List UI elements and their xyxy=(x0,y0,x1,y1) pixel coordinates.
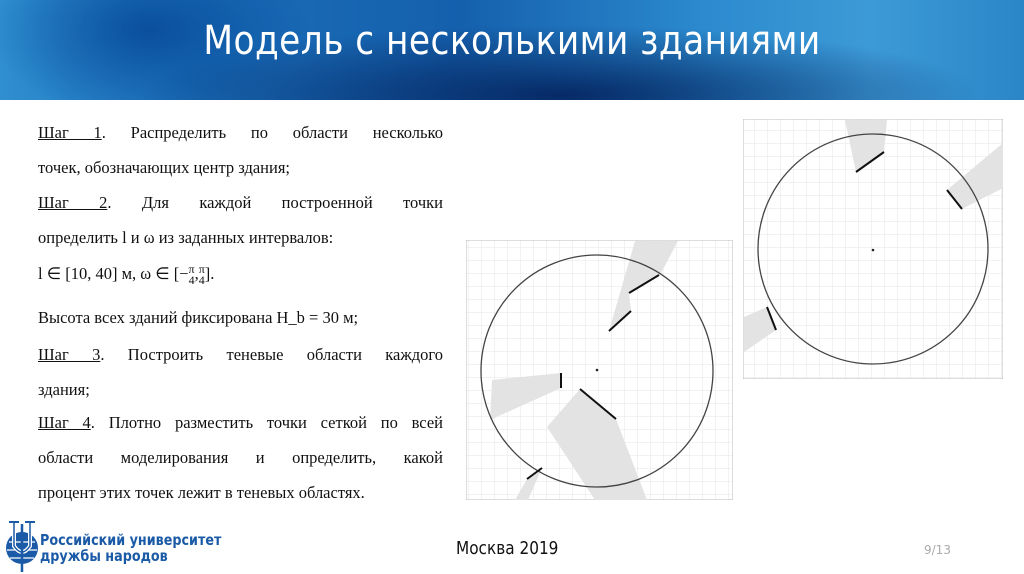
formula-start: l ∈ [10, 40] м, ω ∈ [− xyxy=(38,264,189,283)
step-2-text: . Для каждой построенной точки xyxy=(107,193,443,212)
university-name xyxy=(40,532,221,564)
footer-city-year: Москва 2019 xyxy=(456,538,559,559)
formula-end: ]. xyxy=(204,264,215,283)
diagram-2 xyxy=(743,119,1003,379)
page-number: 9/13 xyxy=(924,543,951,557)
university-line-1: Российский университет xyxy=(40,531,222,549)
step-4-line-3: процент этих точек лежит в теневых областях. xyxy=(38,483,365,502)
step-1-text: . Распределить по области несколько xyxy=(101,123,443,142)
university-line-2: дружбы народов xyxy=(40,547,168,565)
center-dot xyxy=(596,369,599,372)
step-3-text: . Построить теневые области каждого xyxy=(100,345,443,364)
step-4-label: Шаг 4 xyxy=(38,413,91,432)
height-line: Высота всех зданий фиксирована H_b = 30 м; xyxy=(38,308,359,327)
diagram-1 xyxy=(466,240,733,500)
step-1-line-2: точек, обозначающих центр здания; xyxy=(38,158,291,177)
step-1-label: Шаг 1 xyxy=(38,123,102,142)
step-3-label: Шаг 3 xyxy=(38,345,101,364)
denominator: 4 xyxy=(198,273,205,288)
step-2-label: Шаг 2 xyxy=(38,193,108,212)
numerator: π xyxy=(198,262,205,277)
numerator: π xyxy=(188,262,195,277)
denominator: 4 xyxy=(188,273,195,288)
university-logo-icon xyxy=(4,516,40,574)
slide-title: Модель с несколькими зданиями xyxy=(203,18,821,64)
step-4-text: . Плотно разместить точки сеткой по всей xyxy=(90,413,443,432)
step-4-line-2: области моделирования и определить, какой xyxy=(38,448,443,467)
center-dot xyxy=(872,249,875,252)
interval-formula: l ∈ [10, 40] м, ω ∈ [− π 4 , π 4 ]. xyxy=(38,262,215,288)
step-2-line-2: определить l и ω из заданных интервалов: xyxy=(38,228,334,247)
step-3-line-2: здания; xyxy=(38,380,90,399)
